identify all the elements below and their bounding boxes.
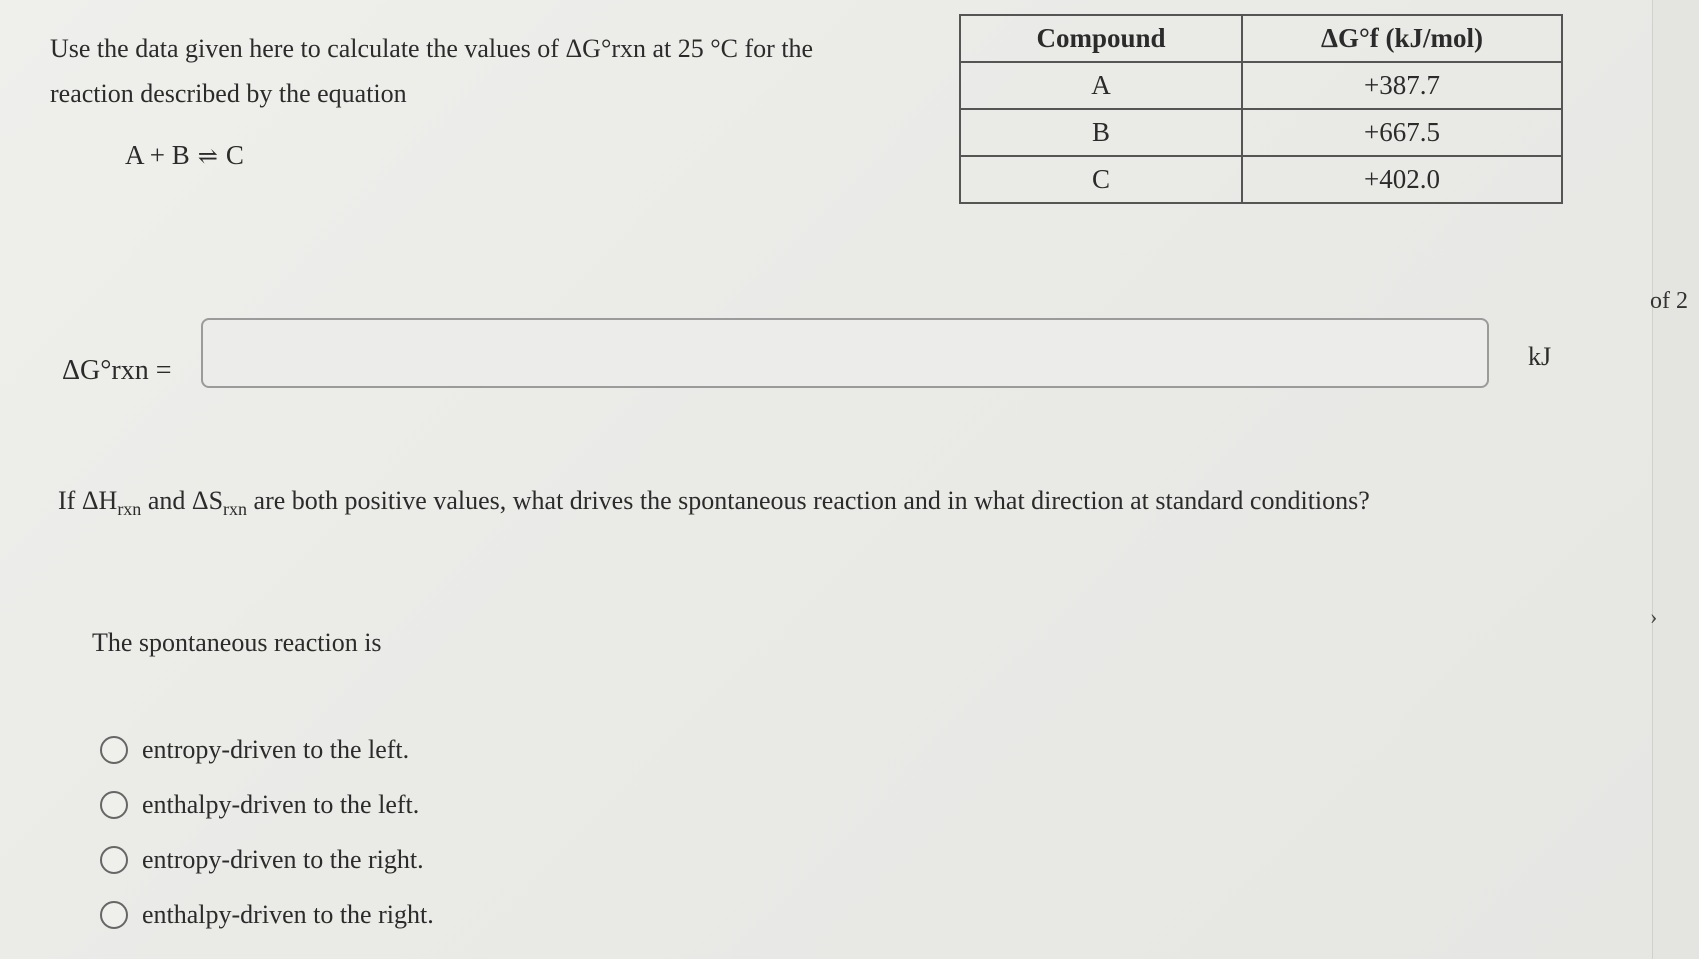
header-delta-gf: ΔG°f (kJ/mol) <box>1242 15 1562 62</box>
table-row <box>960 62 1562 109</box>
answer-options <box>100 722 434 942</box>
spontaneity-question <box>58 486 1370 520</box>
table-row <box>960 109 1562 156</box>
prompt-line-1: Use the data given here to calculate the values of ΔG°rxn at 25 °C for the <box>50 34 814 63</box>
value-cell: +667.5 <box>1242 109 1562 156</box>
compound-cell: C <box>960 156 1242 203</box>
unit-label: kJ <box>1528 342 1552 371</box>
header-compound: Compound <box>960 15 1242 62</box>
value-cell: +402.0 <box>1242 156 1562 203</box>
question-text-if: If ΔH <box>58 486 118 515</box>
option-label: enthalpy-driven to the left. <box>142 789 420 819</box>
table-row <box>960 156 1562 203</box>
side-panel-strip <box>1652 0 1699 959</box>
rxn-subscript: rxn <box>117 499 142 520</box>
radio-button[interactable] <box>100 791 128 819</box>
reaction-equation <box>125 140 244 171</box>
option-enthalpy-left[interactable] <box>100 777 434 832</box>
option-label: entropy-driven to the left. <box>142 734 410 764</box>
table-header-row <box>960 15 1562 62</box>
compound-cell: A <box>960 62 1242 109</box>
option-label: enthalpy-driven to the right. <box>142 899 434 929</box>
radio-button[interactable] <box>100 846 128 874</box>
rxn-subscript: rxn <box>223 499 248 520</box>
equation-product: C <box>225 140 244 170</box>
page-count-fragment: of 2 <box>1650 288 1688 314</box>
option-enthalpy-right[interactable] <box>100 887 434 942</box>
gibbs-data-table <box>959 14 1563 204</box>
reaction-label: The spontaneous reaction is <box>92 628 382 657</box>
problem-prompt <box>50 26 910 116</box>
delta-g-label: ΔG°rxn = <box>62 355 172 386</box>
question-text-rest: are both positive values, what drives the spontaneous reaction and in what direction at standard conditions? <box>247 486 1370 515</box>
prompt-line-2: reaction described by the equation <box>50 79 407 108</box>
equilibrium-arrows: ⇌ <box>197 144 218 170</box>
option-entropy-right[interactable] <box>100 832 434 887</box>
option-entropy-left[interactable] <box>100 722 434 777</box>
question-text-and: and ΔS <box>141 486 224 515</box>
value-cell: +387.7 <box>1242 62 1562 109</box>
next-arrow-icon[interactable]: › <box>1650 604 1658 629</box>
option-label: entropy-driven to the right. <box>142 844 424 874</box>
radio-button[interactable] <box>100 736 128 764</box>
delta-g-answer-input[interactable] <box>201 318 1489 388</box>
equation-reactants: A + B <box>125 140 190 170</box>
radio-button[interactable] <box>100 901 128 929</box>
compound-cell: B <box>960 109 1242 156</box>
